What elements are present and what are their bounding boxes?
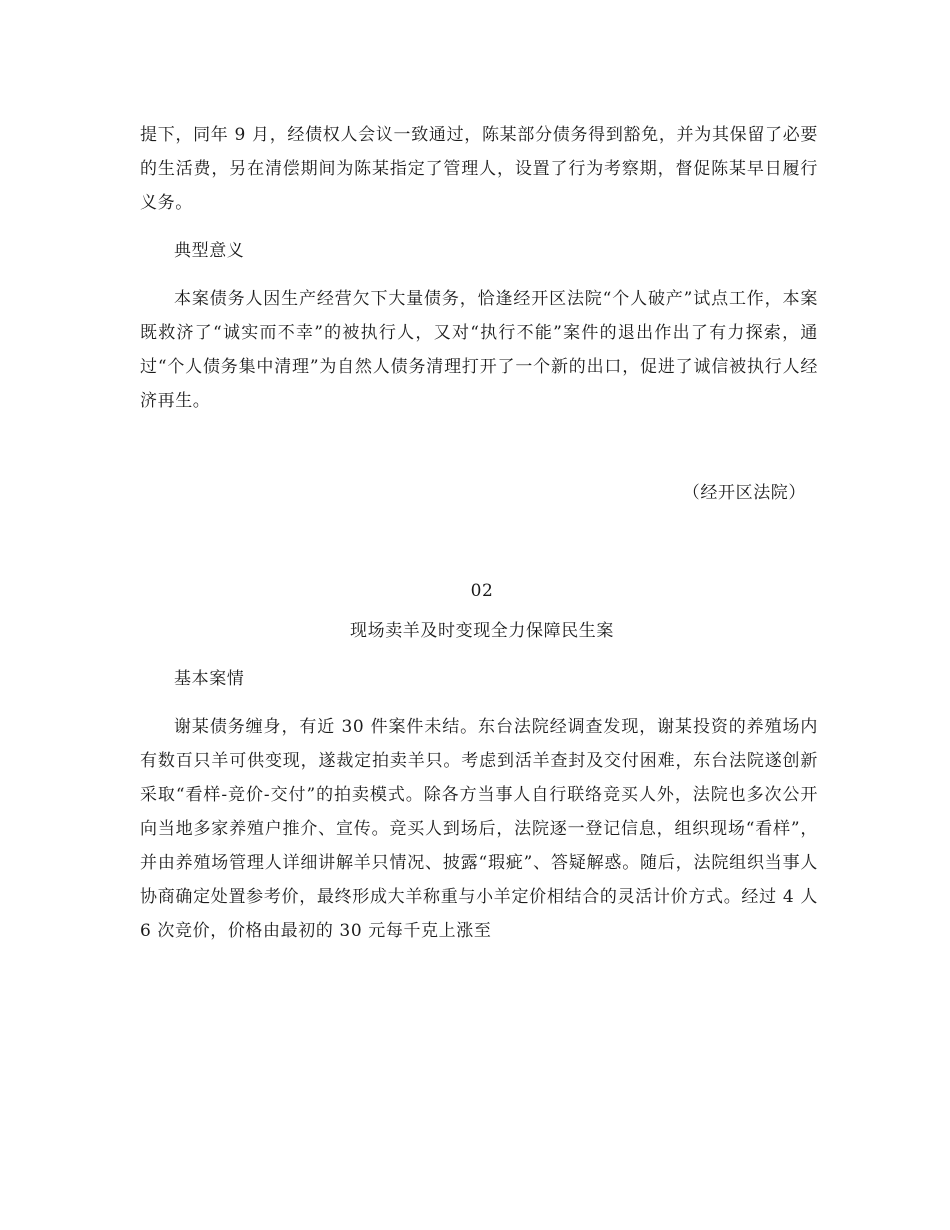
document-page <box>140 118 818 962</box>
case2-facts-text: 谢某债务缠身，有近 30 件案件未结。东台法院经调查发现，谢某投资的养殖场内有数百只羊可供变现，遂裁定拍卖羊只。考虑到活羊查封及交付困难，东台法院遂创新采取“看样-竞价-交付”的拍卖模式。除各方当事人自行联络竞买人外，法院也多次公开向当地多家养殖户推介、宣传。竞买人到场后，法院逐一登记信息，组织现场“看样”，并由养殖场管理人详细讲解羊只情况、披露“瑕疵”、答疑解惑。随后，法院组织当事人协商确定处置参考价，最终形成大羊称重与小羊定价相结合的灵活计价方式。经过 4 人 6 次竞价，价格由最初的 30 元每千克上涨至 <box>140 717 818 941</box>
case1-source: （经开区法院） <box>682 483 806 503</box>
case2-facts-heading: 基本案情 <box>174 669 245 689</box>
case2-title: 现场卖羊及时变现全力保障民生案 <box>350 621 614 641</box>
case2-number: 02 <box>470 581 494 601</box>
case1-significance-heading: 典型意义 <box>174 241 245 261</box>
case1-significance-text: 本案债务人因生产经营欠下大量债务，恰逢经开区法院“个人破产”试点工作，本案既救济了“诚实而不幸”的被执行人，又对“执行不能”案件的退出作出了有力探索，通过“个人债务集中清理”为自然人债务清理打开了一个新的出口，促进了诚信被执行人经济再生。 <box>140 289 818 411</box>
case1-fact-continuation: 提下，同年 9 月，经债权人会议一致通过，陈某部分债务得到豁免，并为其保留了必要的生活费，另在清偿期间为陈某指定了管理人，设置了行为考察期，督促陈某早日履行义务。 <box>140 125 818 213</box>
